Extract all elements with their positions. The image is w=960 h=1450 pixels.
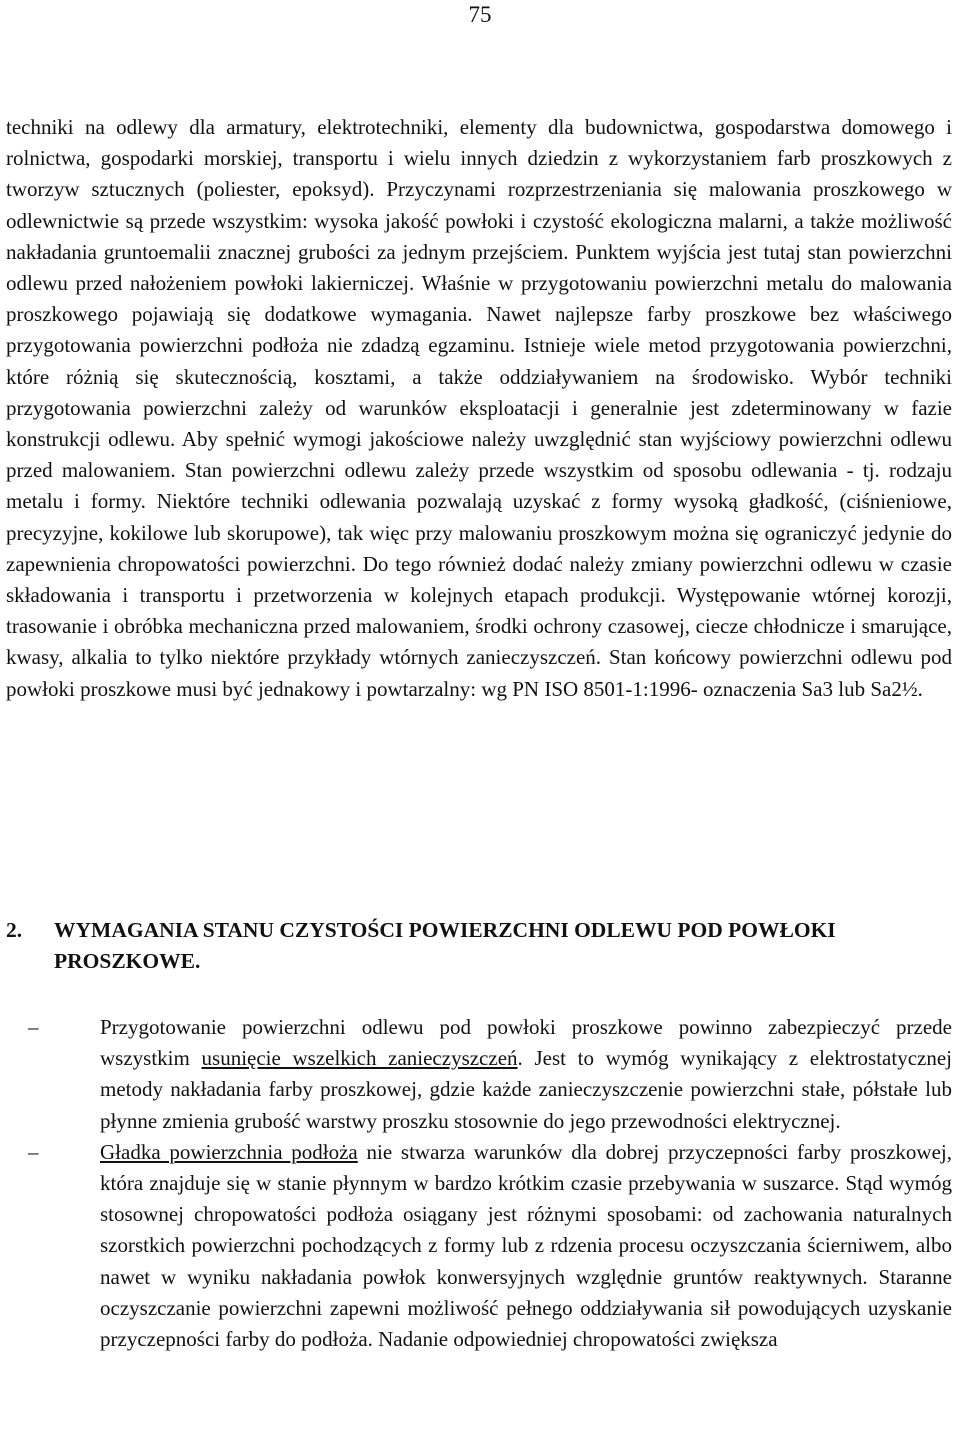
section-number: 2. xyxy=(6,918,23,942)
bullet-list xyxy=(6,1012,952,1355)
underlined-phrase: usunięcie wszelkich zanieczyszczeń xyxy=(201,1046,518,1071)
list-item xyxy=(6,1012,952,1137)
bullet-text-end: nie stwarza warunków dla dobrej przyczepności farby proszkowej, która znajduje się w stanie płynnym w bardzo krótkim czasie przebywania w suszarce. Stąd wymóg stosownej chropowatości podłoża osiągany jest różnymi sposobami: od zachowania naturalnych szorstkich powierzchni pochodzących z formy lub z rdzenia procesu oczyszczania ścierniwem, albo nawet w wyniku nakładania powłok konwersyjnych względnie gruntów reaktywnych. Staranne oczyszczanie powierzchni zapewni możliwość pełnego oddziaływania sił powodujących uzyskanie przyczepności farby do podłoża. Nadanie odpowiedniej chropowatości zwiększa xyxy=(100,1139,953,1352)
section-heading xyxy=(6,915,952,977)
bullet-text-start: Przygotowanie powierzchni odlewu pod powłoki proszkowe powinno zabezpieczyć przede wszystkim xyxy=(100,1015,952,1071)
list-item xyxy=(6,1137,952,1355)
bullet-dash: – xyxy=(28,1139,39,1164)
body-paragraph: techniki na odlewy dla armatury, elektrotechniki, elementy dla budownictwa, gospodarstwa domowego i rolnictwa, gospodarki morskiej, transportu i wielu innych dziedzin z wykorzystaniem farb proszkowych z tworzyw sztucznych (poliester, epoksyd). Przyczynami rozprzestrzeniania się malowania proszkowego w odlewnictwie są przede wszystkim: wysoka jakość powłoki i czystość ekologiczna malarni, a także możliwość nakładania gruntoemalii znacznej grubości za jednym przejściem. Punktem wyjścia jest tutaj stan powierzchni odlewu przed nałożeniem powłoki lakierniczej. Właśnie w przygotowaniu powierzchni metalu do malowania proszkowego pojawiają się dodatkowe wymagania. Nawet najlepsze farby proszkowe bez właściwego przygotowania powierzchni podłoża nie zdadzą egzaminu. Istnieje wiele metod przygotowania powierzchni, które różnią się skutecznością, kosztami, a także oddziaływaniem na środowisko. Wybór techniki przygotowania powierzchni zależy od warunków eksploatacji i generalnie jest zdeterminowany w fazie konstrukcji odlewu. Aby spełnić wymogi jakościowe należy uwzględnić stan wyjściowy powierzchni odlewu przed malowaniem. Stan powierzchni odlewu zależy przede wszystkim od sposobu odlewania - tj. rodzaju metalu i formy. Niektóre techniki odlewania pozwalają uzyskać z formy wysoką gładkość, (ciśnieniowe, precyzyjne, kokilowe lub skorupowe), tak więc przy malowaniu proszkowym można się ograniczyć jedynie do zapewnienia chropowatości powierzchni. Do tego również dodać należy zmiany powierzchni odlewu w czasie składowania i transportu i przetworzenia w kolejnych etapach produkcji. Występowanie wtórnej korozji, trasowanie i obróbka mechaniczna przed malowaniem, środki ochrony czasowej, ciecze chłodnicze i smarujące, kwasy, alkalia to tylko niektóre przykłady wtórnych zanieczyszczeń. Stan końcowy powierzchni odlewu pod powłoki proszkowe musi być jednakowy i powtarzalny: wg PN ISO 8501-1:1996- oznaczenia Sa3 lub Sa2½. xyxy=(6,115,952,701)
page-number: 75 xyxy=(468,2,492,27)
bullet-dash: – xyxy=(28,1015,39,1039)
bullet-text xyxy=(100,1137,952,1355)
section-title: WYMAGANIA STANU CZYSTOŚCI POWIERZCHNI ODLEWU POD POWŁOKI PROSZKOWE. xyxy=(54,918,836,973)
underlined-phrase: Gładka powierzchnia podłoża xyxy=(100,1139,358,1164)
bullet-text-end: . Jest to wymóg wynikający z elektrostatycznej metody nakładania farby proszkowej, gdzie każde zanieczyszczenie powierzchni stałe, półstałe lub płynne zmienia grubość warstwy proszku stosownie do jego przewodności elektrycznej. xyxy=(100,1046,953,1133)
bullet-text xyxy=(100,1012,952,1137)
